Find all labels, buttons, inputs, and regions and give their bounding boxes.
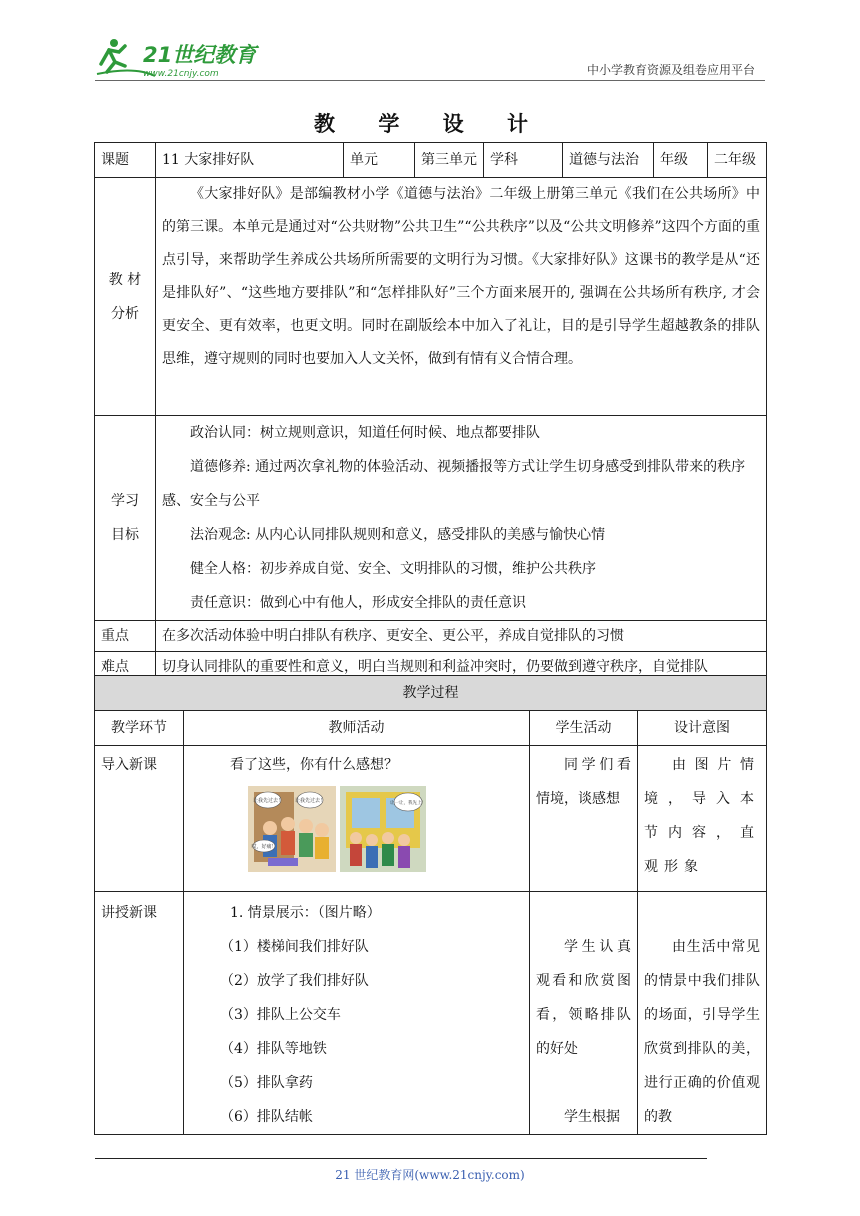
process-heading-row [95, 676, 767, 711]
analysis-label-line1: 教 材 [108, 271, 142, 288]
goal-item: 责任意识：做到心中有他人，形成安全排队的责任意识 [190, 595, 526, 611]
goals-label-line2: 目标 [111, 527, 139, 543]
column-header: 设计意图 [638, 711, 767, 746]
teacher-line: （1）楼梯间我们排好队 [220, 939, 369, 955]
key-point-row [95, 621, 767, 652]
speech-bubble-text: 让我先过去！ [294, 798, 326, 804]
goals-label-line1: 学习 [111, 493, 139, 509]
goals-content [156, 416, 767, 621]
subject-label: 学科 [484, 143, 563, 178]
stage-cell: 导入新课 [95, 746, 184, 892]
teacher-line: （3）排队上公交车 [220, 1007, 341, 1023]
speech-bubble-text: 让我先过去！ [252, 798, 284, 804]
topic-label: 课题 [95, 143, 156, 178]
queue-illustration-image [248, 786, 426, 872]
unit-value: 第三单元 [415, 143, 484, 178]
student-text-continued: 学生根据 [564, 1109, 620, 1125]
goals-label [95, 416, 156, 621]
process-row-intro [95, 746, 767, 892]
intent-text: 由图片情境，导入本节内容，直观形象 [644, 757, 760, 875]
grade-value: 二年级 [708, 143, 767, 178]
lesson-plan-table [94, 142, 767, 683]
speech-bubble-text: 让一让，我先上！ [390, 801, 426, 806]
difficulty-text: 切身认同排队的重要性和意义，明白当规则和利益冲突时，仍要做到遵守秩序，自觉排队 [156, 652, 767, 683]
page-title: 教 学 设 计 [314, 112, 546, 136]
stage-cell: 讲授新课 [95, 892, 184, 1135]
speech-bubble-text: 哎，好痛！ [251, 844, 277, 850]
intent-cell [638, 746, 767, 892]
column-header: 教师活动 [184, 711, 530, 746]
analysis-row [95, 178, 767, 416]
goal-item: 政治认同：树立规则意识，知道任何时候、地点都要排队 [190, 425, 540, 441]
analysis-content [156, 178, 767, 416]
process-table [94, 675, 767, 1135]
topic-value: 11 大家排好队 [156, 143, 344, 178]
subject-value: 道德与法治 [563, 143, 654, 178]
student-cell [530, 892, 638, 1135]
analysis-label [95, 178, 156, 416]
logo-url: www.21cnjy.com [143, 69, 219, 79]
key-point-label: 重点 [95, 621, 156, 652]
teacher-line: （4）排队等地铁 [220, 1041, 327, 1057]
process-heading: 教学过程 [95, 676, 767, 711]
header-divider [95, 80, 765, 81]
footer-divider [95, 1158, 707, 1159]
teacher-cell [184, 892, 530, 1135]
column-header: 教学环节 [95, 711, 184, 746]
goal-item: 法治观念: 从内心认同排队规则和意义，感受排队的美感与愉快心情 [190, 527, 606, 543]
teacher-line: 看了这些，你有什么感想？ [230, 757, 398, 773]
goals-row [95, 416, 767, 621]
difficulty-label: 难点 [95, 652, 156, 683]
teacher-line: 1. 情景展示：（图片略） [230, 905, 381, 921]
unit-label: 单元 [344, 143, 415, 178]
intent-cell [638, 892, 767, 1135]
logo-text: 21世纪教育 [143, 43, 257, 67]
column-header: 学生活动 [530, 711, 638, 746]
grade-label: 年级 [654, 143, 708, 178]
student-text: 同学们看情境，谈感想 [536, 757, 631, 807]
student-cell [530, 746, 638, 892]
info-row [95, 143, 767, 178]
key-point-text: 在多次活动体验中明白排队有秩序、更安全、更公平，养成自觉排队的习惯 [156, 621, 767, 652]
goal-item: 健全人格：初步养成自觉、安全、文明排队的习惯，维护公共秩序 [190, 561, 596, 577]
teacher-line: （2）放学了我们排好队 [220, 973, 369, 989]
process-header-row [95, 711, 767, 746]
intent-text: 由生活中常见的情景中我们排队的场面，引导学生欣赏到排队的美，进行正确的价值观的教 [644, 939, 760, 1125]
analysis-text: 《大家排好队》是部编教材小学《道德与法治》二年级上册第三单元《我们在公共场所》中的第三课。本单元是通过对“公共财物”公共卫生”“公共秩序”以及“公共文明修养”这四个方面的重点引导，来帮助学生养成公共场所所需要的文明行为习惯。《大家排好队》这课书的教学是从“还是排队好”、“这些地方要排队”和“怎样排队好”三个方面来展开的, 强调在公共场所有秩序, 才会更安全、更有效率，也更文明。同时在副版绘本中加入了礼让，目的是引导学生超越教条的排队思维，遵守规则的同时也要加入人文关怀，做到有情有义合情合理。 [162, 186, 760, 367]
process-row-teaching [95, 892, 767, 1135]
platform-name: 中小学教育资源及组卷应用平台 [586, 63, 755, 77]
site-logo [95, 36, 265, 82]
teacher-cell [184, 746, 530, 892]
analysis-label-line2: 分析 [111, 305, 139, 322]
teacher-line: （5）排队拿药 [220, 1075, 313, 1091]
footer-text[interactable]: 21 世纪教育网(www.21cnjy.com) [335, 1168, 525, 1182]
student-text: 学生认真观看和欣赏图看，领略排队的好处 [536, 939, 631, 1057]
goal-item: 道德修养: 通过两次拿礼物的体验活动、视频播报等方式让学生切身感受到排队带来的秩序感、安全与公平 [162, 459, 746, 509]
runner-logo-icon [95, 36, 265, 82]
teacher-line: （6）排队结帐 [220, 1109, 313, 1125]
